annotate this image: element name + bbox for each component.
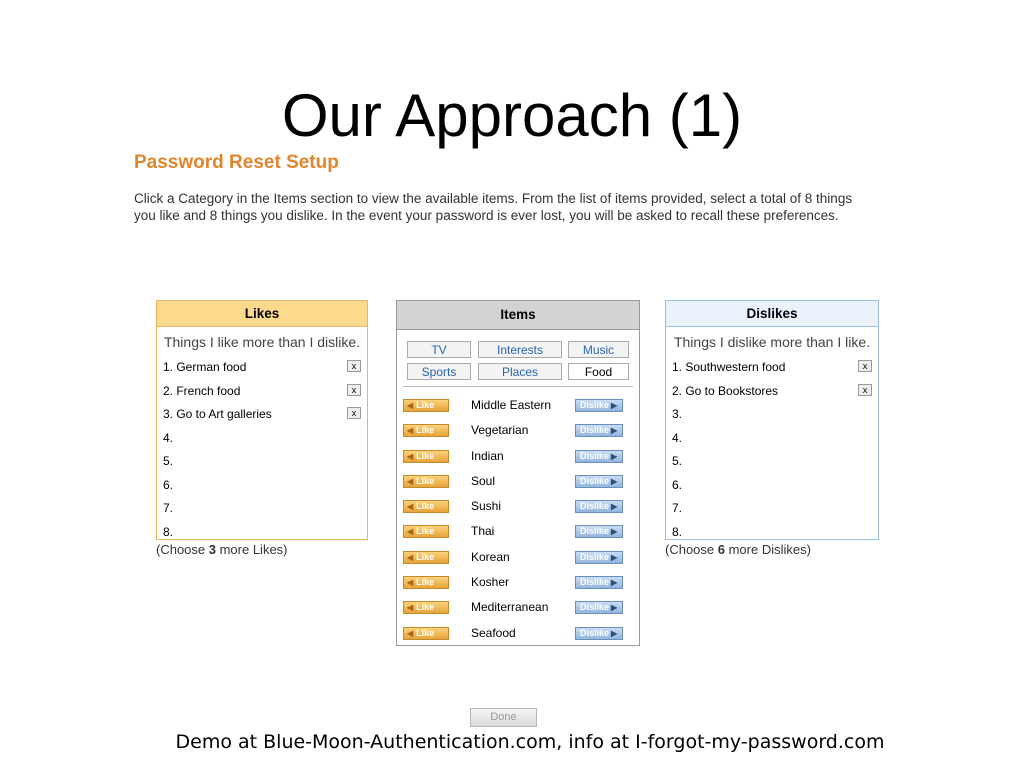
category-interests[interactable]: Interests bbox=[478, 341, 562, 358]
dislike-button-label: Dislike bbox=[580, 400, 610, 410]
like-button[interactable] bbox=[403, 450, 449, 463]
dislikes-slot bbox=[666, 521, 878, 545]
right-arrow-icon: ▶ bbox=[611, 578, 618, 588]
category-places[interactable]: Places bbox=[478, 363, 562, 380]
left-arrow-icon: ◀ bbox=[407, 426, 414, 436]
dislikes-slot bbox=[666, 474, 878, 498]
food-item-name: Sushi bbox=[471, 499, 502, 514]
likes-slot bbox=[157, 403, 367, 427]
likes-slot bbox=[157, 380, 367, 404]
remove-like-button[interactable]: x bbox=[347, 360, 361, 372]
setup-heading: Password Reset Setup bbox=[134, 152, 339, 173]
dislike-button[interactable] bbox=[575, 399, 623, 412]
food-item-row bbox=[397, 444, 639, 469]
food-item-name: Vegetarian bbox=[471, 423, 529, 438]
category-grid bbox=[403, 330, 633, 387]
like-button[interactable] bbox=[403, 576, 449, 589]
remove-dislike-button[interactable]: x bbox=[858, 384, 872, 396]
items-panel-title: Items bbox=[397, 301, 639, 330]
dislikes-slot-label: 8. bbox=[672, 524, 683, 539]
dislikes-slot bbox=[666, 497, 878, 521]
left-arrow-icon: ◀ bbox=[407, 527, 414, 537]
setup-instructions: Click a Category in the Items section to view the available items. From the list of items provided, select a total of 8 things you like and 8 things you dislike. In the event your password is ever lost, you will be asked to recall these preferences. bbox=[134, 191, 853, 223]
dislike-button[interactable] bbox=[575, 627, 623, 640]
left-arrow-icon: ◀ bbox=[407, 578, 414, 588]
category-music[interactable]: Music bbox=[568, 341, 629, 358]
likes-slot-list bbox=[157, 356, 367, 544]
slide-footer: Demo at Blue-Moon-Authentication.com, info at I-forgot-my-password.com bbox=[175, 731, 885, 753]
dislike-button-label: Dislike bbox=[580, 526, 610, 537]
dislikes-slot-list bbox=[666, 356, 878, 544]
likes-panel bbox=[156, 300, 368, 540]
dislikes-slot-label: 1. Southwestern food bbox=[672, 360, 786, 374]
likes-slot bbox=[157, 521, 367, 545]
food-item-name: Middle Eastern bbox=[471, 398, 552, 412]
food-item-row bbox=[397, 418, 639, 443]
likes-slot-label: 4. bbox=[163, 430, 174, 445]
dislike-button[interactable] bbox=[575, 551, 623, 564]
likes-slot-label: 8. bbox=[163, 524, 174, 539]
dislike-button[interactable] bbox=[575, 525, 623, 538]
likes-slot-label: 5. bbox=[163, 454, 174, 468]
like-button[interactable] bbox=[403, 525, 449, 538]
likes-panel-title: Likes bbox=[157, 301, 367, 327]
likes-slot bbox=[157, 450, 367, 474]
like-button[interactable] bbox=[403, 399, 449, 412]
food-item-list bbox=[397, 393, 639, 646]
food-item-name: Kosher bbox=[471, 575, 510, 590]
left-arrow-icon: ◀ bbox=[407, 603, 414, 613]
likes-panel-subtitle: Things I like more than I dislike. bbox=[163, 334, 361, 350]
likes-slot-label: 2. French food bbox=[163, 383, 241, 398]
dislike-button-label: Dislike bbox=[580, 627, 610, 638]
dislikes-slot-label: 5. bbox=[672, 454, 683, 468]
likes-remaining-count: 3 bbox=[208, 542, 216, 557]
left-arrow-icon: ◀ bbox=[407, 502, 414, 512]
right-arrow-icon: ▶ bbox=[611, 628, 618, 638]
food-item-row bbox=[397, 469, 639, 494]
right-arrow-icon: ▶ bbox=[611, 451, 618, 461]
dislikes-slot-label: 3. bbox=[672, 407, 683, 421]
dislike-button[interactable] bbox=[575, 424, 623, 437]
food-item-name: Korean bbox=[471, 549, 510, 564]
dislike-button-label: Dislike bbox=[580, 577, 610, 588]
dislike-button-label: Dislike bbox=[580, 425, 610, 436]
likes-slot bbox=[157, 356, 367, 380]
like-button-label: Like bbox=[416, 501, 435, 512]
like-button-label: Like bbox=[416, 400, 435, 410]
food-item-name: Thai bbox=[471, 524, 495, 539]
category-food[interactable]: Food bbox=[568, 363, 629, 380]
food-item-name: Indian bbox=[471, 448, 504, 463]
right-arrow-icon: ▶ bbox=[611, 527, 618, 537]
likes-slot bbox=[157, 427, 367, 451]
dislikes-remaining-count: 6 bbox=[717, 542, 725, 557]
dislikes-slot bbox=[666, 450, 878, 474]
left-arrow-icon: ◀ bbox=[407, 401, 414, 410]
left-arrow-icon: ◀ bbox=[407, 451, 414, 461]
slide-title: Our Approach (1) bbox=[281, 82, 743, 149]
dislike-button-label: Dislike bbox=[580, 475, 610, 486]
dislikes-slot-label: 4. bbox=[672, 430, 683, 445]
food-item-name: Seafood bbox=[471, 625, 516, 640]
dislikes-slot bbox=[666, 380, 878, 404]
like-button[interactable] bbox=[403, 500, 449, 513]
likes-remaining-note: (Choose 3 more Likes) bbox=[156, 542, 288, 557]
dislikes-panel-title: Dislikes bbox=[666, 301, 878, 327]
food-item-row bbox=[397, 545, 639, 570]
likes-slot-label: 6. bbox=[163, 477, 174, 492]
right-arrow-icon: ▶ bbox=[611, 426, 618, 436]
like-button[interactable] bbox=[403, 424, 449, 437]
likes-slot-label: 7. bbox=[163, 501, 174, 515]
dislike-button-label: Dislike bbox=[580, 551, 610, 562]
like-button-label: Like bbox=[416, 627, 435, 638]
food-item-row bbox=[397, 393, 639, 418]
like-button[interactable] bbox=[403, 601, 449, 614]
left-arrow-icon: ◀ bbox=[407, 476, 414, 486]
dislike-button[interactable] bbox=[575, 601, 623, 614]
remove-dislike-button[interactable]: x bbox=[858, 360, 872, 372]
category-tv[interactable]: TV bbox=[407, 341, 471, 358]
left-arrow-icon: ◀ bbox=[407, 628, 414, 638]
right-arrow-icon: ▶ bbox=[611, 552, 618, 562]
like-button-label: Like bbox=[416, 551, 435, 562]
dislikes-slot bbox=[666, 403, 878, 427]
left-arrow-icon: ◀ bbox=[407, 552, 414, 562]
right-arrow-icon: ▶ bbox=[611, 502, 618, 512]
dislike-button-label: Dislike bbox=[580, 501, 610, 512]
dislikes-slot-label: 7. bbox=[672, 501, 683, 515]
right-arrow-icon: ▶ bbox=[611, 476, 618, 486]
dislikes-remaining-note: (Choose 6 more Dislikes) bbox=[665, 542, 811, 557]
food-item-row bbox=[397, 494, 639, 519]
likes-slot bbox=[157, 474, 367, 498]
like-button-label: Like bbox=[416, 425, 435, 436]
right-arrow-icon: ▶ bbox=[611, 401, 618, 410]
done-button[interactable]: Done bbox=[470, 708, 537, 727]
food-item-name: Soul bbox=[471, 473, 496, 488]
like-button-label: Like bbox=[416, 475, 435, 486]
like-button[interactable] bbox=[403, 475, 449, 488]
dislike-button-label: Dislike bbox=[580, 602, 610, 613]
dislikes-slot bbox=[666, 427, 878, 451]
dislike-button[interactable] bbox=[575, 450, 623, 463]
likes-slot bbox=[157, 497, 367, 521]
like-button-label: Like bbox=[416, 602, 435, 613]
like-button-label: Like bbox=[416, 577, 435, 588]
dislike-button[interactable] bbox=[575, 576, 623, 589]
food-item-row bbox=[397, 595, 639, 620]
dislikes-panel bbox=[665, 300, 879, 540]
dislikes-slot-label: 6. bbox=[672, 477, 683, 492]
dislikes-slot bbox=[666, 356, 878, 380]
remove-like-button[interactable]: x bbox=[347, 384, 361, 396]
food-item-row bbox=[397, 570, 639, 595]
like-button[interactable] bbox=[403, 627, 449, 640]
like-button[interactable] bbox=[403, 551, 449, 564]
dislikes-slot-label: 2. Go to Bookstores bbox=[672, 383, 779, 398]
food-item-row bbox=[397, 519, 639, 544]
category-sports[interactable]: Sports bbox=[407, 363, 471, 380]
likes-slot-label: 3. Go to Art galleries bbox=[163, 407, 272, 421]
dislike-button-label: Dislike bbox=[580, 450, 610, 461]
dislikes-panel-subtitle: Things I dislike more than I like. bbox=[673, 334, 871, 350]
like-button-label: Like bbox=[416, 526, 435, 537]
likes-slot-label: 1. German food bbox=[163, 360, 247, 374]
like-button-label: Like bbox=[416, 450, 435, 461]
dislike-button[interactable] bbox=[575, 500, 623, 513]
items-panel bbox=[396, 300, 640, 646]
food-item-name: Mediterranean bbox=[471, 600, 549, 615]
remove-like-button[interactable]: x bbox=[347, 407, 361, 419]
food-item-row bbox=[397, 621, 639, 646]
right-arrow-icon: ▶ bbox=[611, 603, 618, 613]
dislike-button[interactable] bbox=[575, 475, 623, 488]
